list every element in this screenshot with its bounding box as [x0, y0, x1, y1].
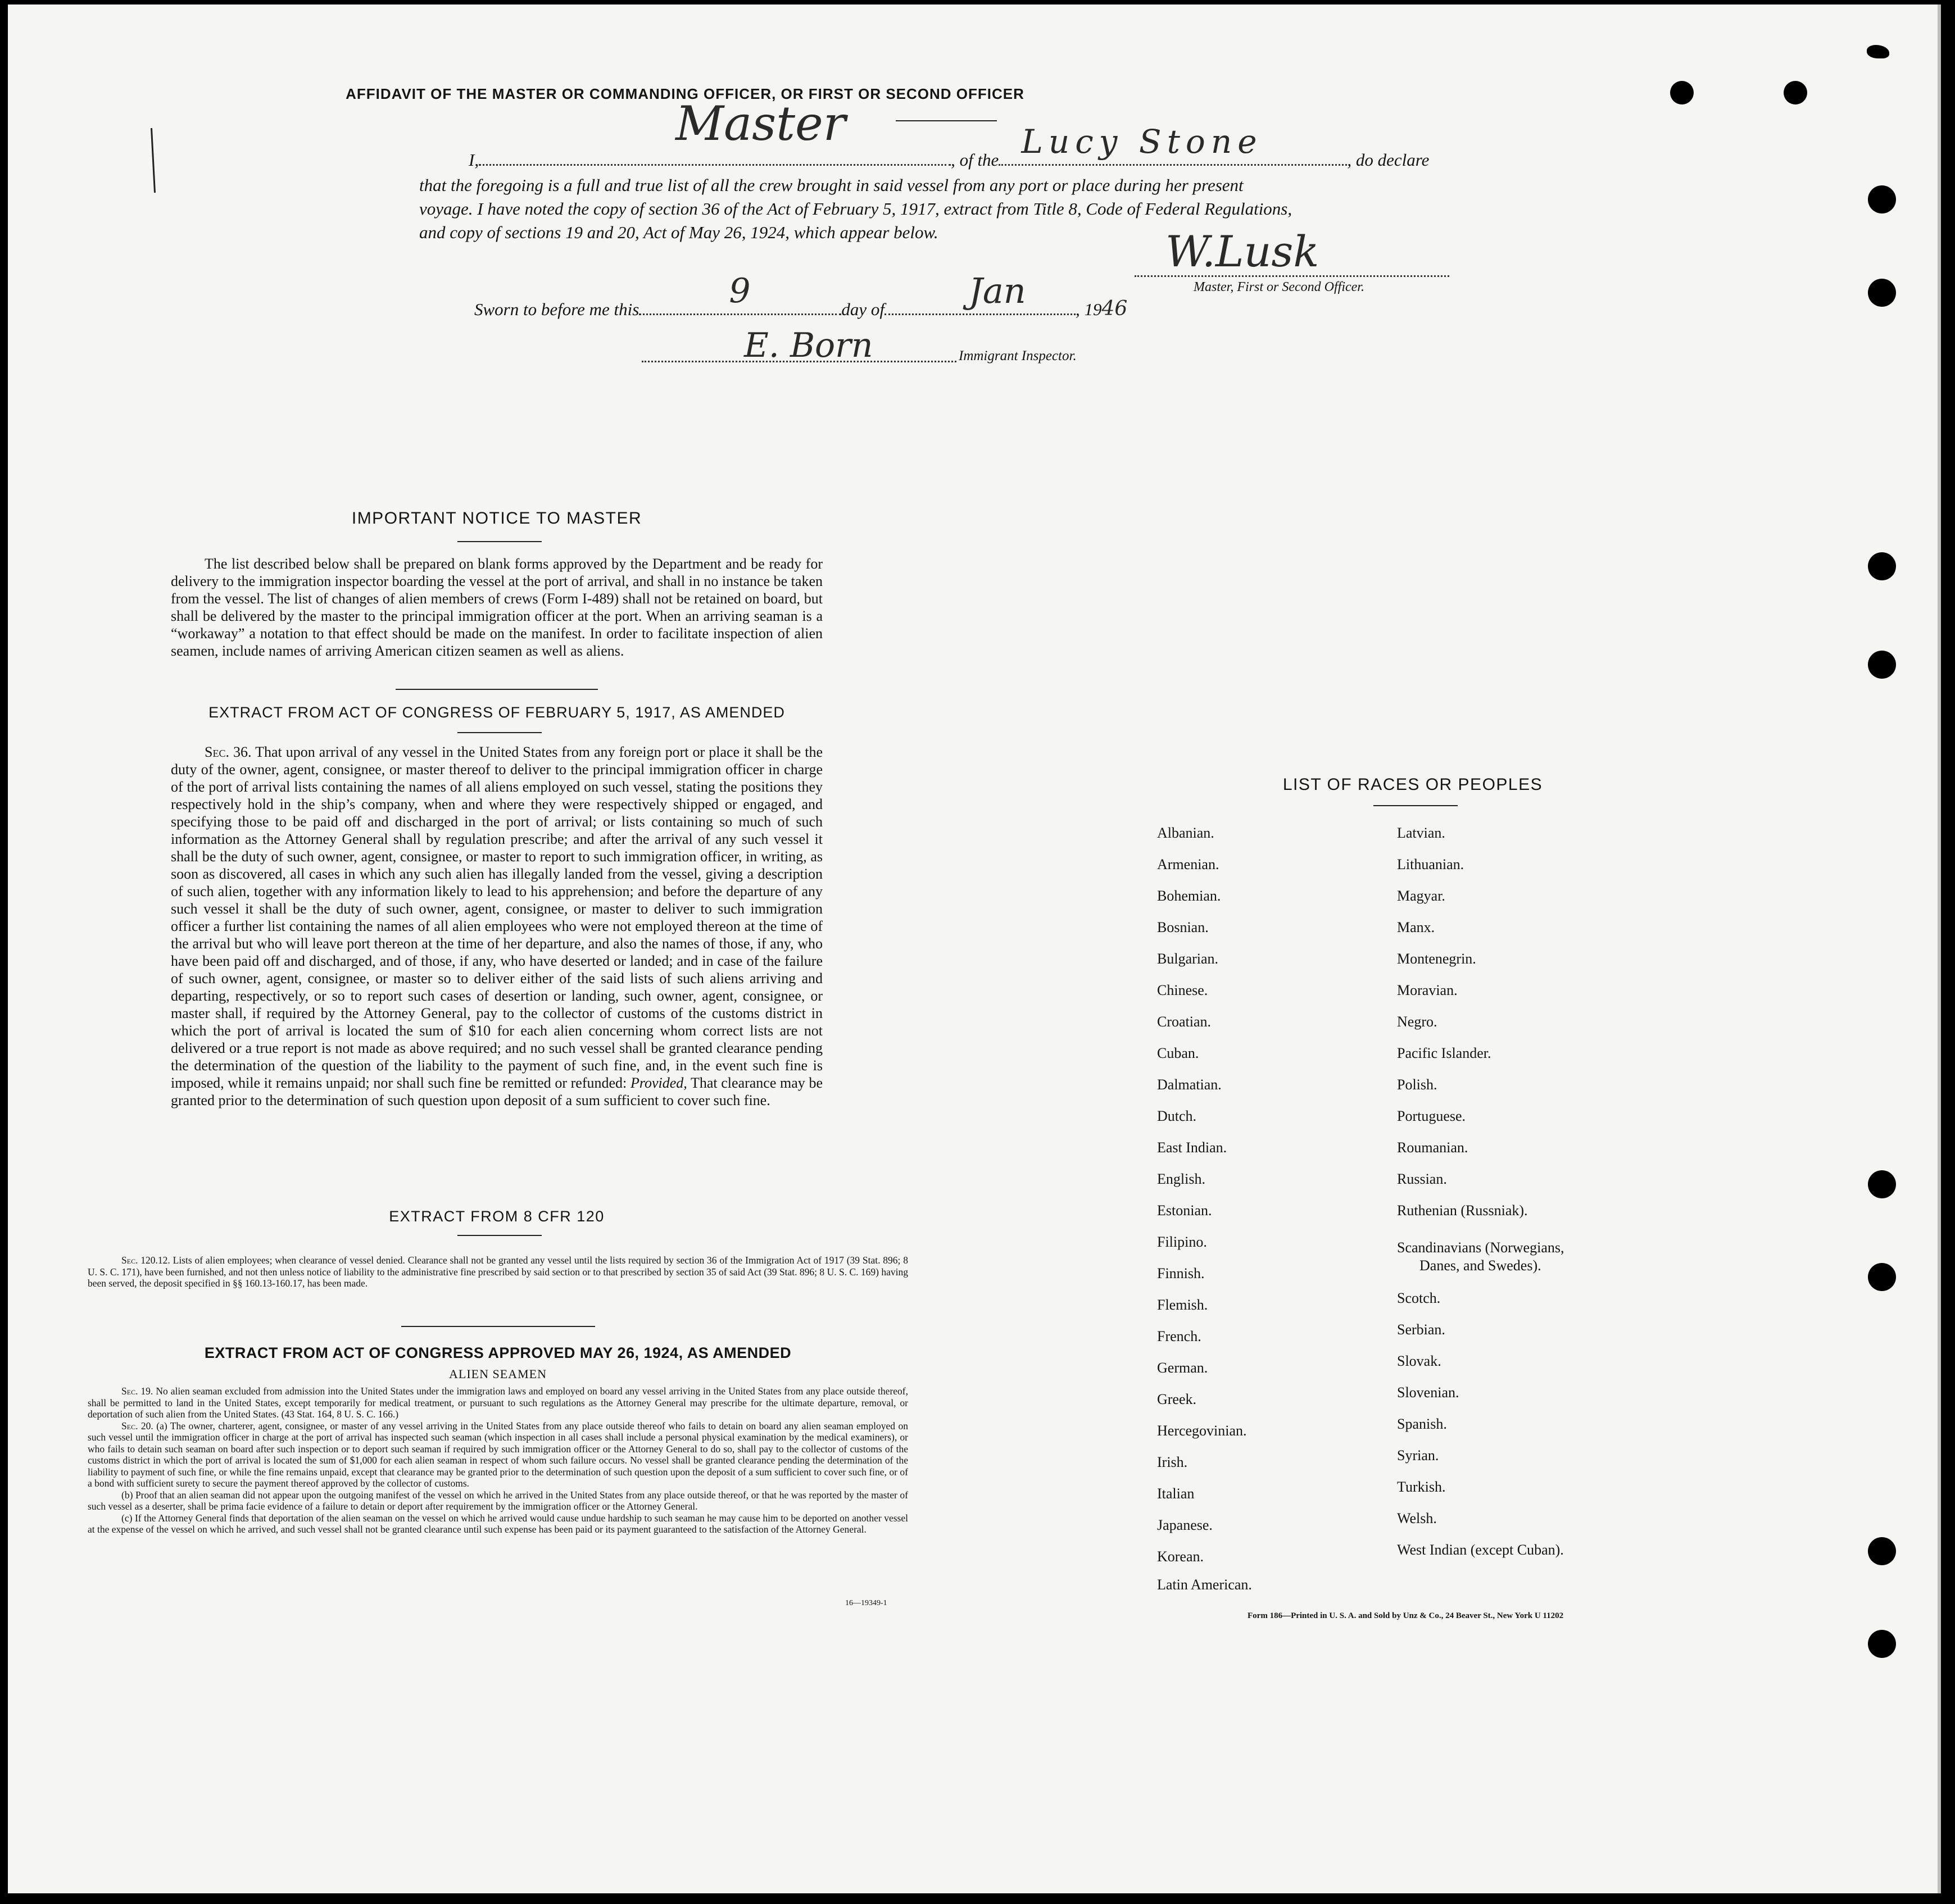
punch-hole: [1784, 81, 1807, 104]
sec-120-label: Sec. 120.12.: [121, 1255, 170, 1266]
races-heading: LIST OF RACES OR PEOPLES: [1282, 775, 1543, 794]
race-item: Scandinavians (Norwegians,: [1397, 1239, 1564, 1256]
race-item: Spanish.: [1397, 1416, 1447, 1432]
notice-heading: IMPORTANT NOTICE TO MASTER: [351, 509, 642, 528]
race-item: Chinese.: [1157, 982, 1208, 998]
sec-19-paragraph: [88, 1385, 908, 1420]
race-item: Irish.: [1157, 1454, 1188, 1470]
vessel-name-handwriting: Lucy Stone: [1021, 122, 1263, 161]
master-signature-line: [1135, 275, 1449, 277]
extract-1924-heading: EXTRACT FROM ACT OF CONGRESS APPROVED MAY 26, 1924, AS AMENDED: [204, 1344, 792, 1361]
divider-1: [396, 689, 598, 690]
race-item: Roumanian.: [1397, 1139, 1468, 1156]
race-item: German.: [1157, 1360, 1208, 1376]
sec-20-b: (b) Proof that an alien seaman did not appear upon the outgoing manifest of the vessel on which he arrived in the United States from any place outside thereof, or that he was reported by the master of such vessel as a deserter, shall be prima facie evidence of a failure to detain or deport after requirement by the immigration officer or the Attorney General.: [88, 1489, 908, 1512]
inspector-signature-line: [642, 361, 956, 362]
race-item: Korean.: [1157, 1548, 1204, 1565]
sec-20-label: Sec. 20.: [121, 1420, 153, 1432]
sworn-month-handwriting: Jan: [968, 270, 1026, 311]
race-item: Portuguese.: [1397, 1108, 1466, 1124]
race-item: Manx.: [1397, 919, 1435, 935]
sec-36-text-end: That clearance may be granted prior to the determination of such question upon deposit of a sum sufficient to cover such fine.: [171, 1075, 823, 1108]
extract-1917-body: [171, 743, 823, 1109]
affidavit-line-2: that the foregoing is a full and true list of all the crew brought in said vessel from any port or place during her present: [419, 175, 1244, 195]
races-column-1: [1157, 825, 1252, 1608]
sec-20-c: (c) If the Attorney General finds that deportation of the alien seaman on the vessel on which he arrived would cause undue hardship to such seaman he may cause him to be deported on another vessel at the expense of the vessel on which he arrived, and such vessel shall not be granted clearance until such expense has been paid or its payment guaranteed to the satisfaction of the Attorney General.: [88, 1512, 908, 1535]
sworn-prefix: Sworn to before me this: [474, 299, 639, 319]
race-item: Croatian.: [1157, 1014, 1212, 1030]
affidavit-line-4: and copy of sections 19 and 20, Act of May 26, 1924, which appear below.: [419, 222, 938, 242]
affidavit-heading-rule: [896, 120, 997, 121]
race-item: Hercegovinian.: [1157, 1423, 1247, 1439]
race-item: Bosnian.: [1157, 919, 1209, 935]
divider-2: [401, 1326, 595, 1327]
punch-hole: [1867, 45, 1889, 58]
sec-120-text: Lists of alien employees; when clearance of vessel denied. Clearance shall not be granted any vessel until the lists required by section 36 of the Immigration Act of 1917 (39 Stat. 896; 8 U. S. C. 171), have been furnished, and not then unless notice of liability to the administrative fine prescribed by said section or to that prescribed by section 35 of said Act (39 Stat. 896; 8 U. S. C. 169) having been served, the deposit specified in §§ 160.13-160.17, has been made.: [88, 1255, 908, 1289]
sec-36-text: That upon arrival of any vessel in the United States from any foreign port or place it shall be the duty of the owner, agent, consignee, or master thereof to deliver to the principal immigration officer in charge of the port of arrival lists containing the names of all aliens employed on such vessel, stating the positions they respectively hold in the ship’s company, when and where they were respectively shipped or engaged, and specifying those to be paid off and discharged in the port of arrival; or lists containing so much of such information as the Attorney General shall by regulation prescribe; and after the arrival of any such vessel it shall be the duty of such owner, agent, consignee, or master to report to such immigration officer, in writing, as soon as discovered, all cases in which any such alien has illegally landed from the vessel, giving a description of such alien, together with any information likely to lead to his apprehension; and before the departure of any such vessel it shall be the duty of such owner, agent, consignee, or master to deliver to such immigration officer a further list containing the names of all alien employees who were not employed thereon at the time of the arrival but who will leave port thereon at the time of her departure, and also the names of those, if any, who have been paid off and discharged, and of those, if any, who have deserted or landed; and in case of the failure of such owner, agent, consignee, or master so to deliver either of the said lists of such aliens arriving and departing, respectively, or so to report such cases of desertion or landing, such owner, agent, consignee, or master shall, if required by the Attorney General, pay to the collector of customs of the customs district in which the port of arrival is located the sum of $10 for each alien concerning whom correct lists are not delivered or a true report is not made as above required; and no such vessel shall be granted clearance pending the determination of the question of the liability to the payment of such fine, and, in the event such fine is imposed, while it remains unpaid; nor shall such fine be remitted or refunded:: [171, 744, 823, 1091]
punch-hole: [1868, 1263, 1896, 1291]
sec-36-label: Sec. 36.: [205, 744, 252, 760]
race-item: Latvian.: [1397, 825, 1445, 841]
form-code-left: 16—19349-1: [845, 1599, 887, 1607]
race-item: Greek.: [1157, 1391, 1197, 1407]
extract-1924-body: [88, 1385, 908, 1535]
races-column-2: [1397, 825, 1564, 1573]
printer-footer: Form 186—Printed in U. S. A. and Sold by Unz & Co., 24 Beaver St., New York U 11202: [1248, 1611, 1564, 1620]
race-item: Filipino.: [1157, 1234, 1207, 1250]
race-item: Albanian.: [1157, 825, 1214, 841]
document-page: [8, 4, 1941, 1893]
race-item: Slovak.: [1397, 1353, 1441, 1369]
affidavit-line-1: [469, 96, 1491, 172]
affidavit-heading: AFFIDAVIT OF THE MASTER OR COMMANDING OFFICER, OR FIRST OR SECOND OFFICER: [346, 85, 1024, 102]
master-signature-caption: Master, First or Second Officer.: [1194, 280, 1364, 294]
race-item: English.: [1157, 1171, 1205, 1187]
race-item: Estonian.: [1157, 1202, 1212, 1219]
race-item: Bohemian.: [1157, 888, 1221, 904]
race-item: Magyar.: [1397, 888, 1445, 904]
race-item: Moravian.: [1397, 982, 1458, 998]
punch-hole: [1868, 279, 1896, 307]
inspector-caption: Immigrant Inspector.: [959, 348, 1077, 363]
sworn-month-field: [884, 270, 1076, 315]
extract-1917-heading: EXTRACT FROM ACT OF CONGRESS OF FEBRUARY 5, 1917, AS AMENDED: [208, 704, 785, 721]
vessel-name-field: [999, 122, 1347, 166]
affidavit-line-3: voyage. I have noted the copy of section 36 of the Act of February 5, 1917, extract from Title 8, Code of Federal Regulations,: [419, 199, 1292, 219]
sec-20-text: (a) The owner, charterer, agent, consignee, or master of any vessel arriving in the United States from any place outside thereof who fails to detain on board any alien seaman employed on such vessel until the immigration officer in charge at the port of arrival has inspected such seaman (which inspection in all cases shall include a personal physical examination by the medical examiners), or who fails to detain such seaman on board after such inspection or to deport such seaman if required by such immigration officer or the Attorney General to do so, shall pay to the collector of customs of the customs district in which the port of arrival is located the sum of $1,000 for each alien seaman in respect of whom such failure occurs. No vessel shall be granted clearance pending the determination of the liability to payment of such fine, or while the fine remains unpaid, except that clearance may be granted prior to the determination of such question upon the deposit of a sum sufficient to cover such fine, or of a bond with sufficient surety to secure the payment thereof approved by the collector of customs.: [88, 1420, 908, 1489]
sworn-line: [474, 270, 1128, 322]
sworn-year-handwriting: 46: [1101, 297, 1128, 320]
race-item: Dutch.: [1157, 1108, 1197, 1124]
right-edge-shadow: [1938, 4, 1941, 1893]
punch-hole: [1868, 185, 1896, 213]
race-item: Armenian.: [1157, 856, 1219, 873]
race-item: Japanese.: [1157, 1517, 1213, 1533]
extract-1917-heading-rule: [457, 732, 542, 733]
race-item: Serbian.: [1397, 1321, 1445, 1338]
sec-36-provided: Provided,: [630, 1075, 687, 1091]
race-item: Danes, and Swedes).: [1419, 1257, 1541, 1274]
race-item: Flemish.: [1157, 1297, 1208, 1313]
race-item: Polish.: [1397, 1076, 1437, 1093]
race-item: Finnish.: [1157, 1265, 1205, 1282]
extract-cfr-heading: EXTRACT FROM 8 CFR 120: [389, 1208, 605, 1225]
race-item: Welsh.: [1397, 1510, 1437, 1526]
notice-heading-rule: [457, 541, 542, 542]
race-item: Turkish.: [1397, 1479, 1446, 1495]
affidavit-declare: , do declare: [1347, 150, 1430, 170]
punch-hole: [1868, 651, 1896, 679]
race-item: Cuban.: [1157, 1045, 1199, 1061]
master-signature: W.Lusk: [1165, 226, 1319, 276]
sworn-day-handwriting: 9: [729, 271, 751, 311]
extract-cfr-heading-rule: [457, 1235, 542, 1236]
punch-hole: [1868, 552, 1896, 580]
punch-hole: [1868, 1630, 1896, 1658]
inspector-signature: E. Born: [744, 326, 873, 365]
race-item: Montenegrin.: [1397, 951, 1476, 967]
sec-19-label: Sec. 19.: [121, 1385, 153, 1397]
punch-hole: [1868, 1170, 1896, 1198]
extract-1924-subheading: ALIEN SEAMEN: [449, 1367, 547, 1381]
race-item: Scotch.: [1397, 1290, 1441, 1306]
race-item: West Indian (except Cuban).: [1397, 1542, 1564, 1558]
master-name-handwriting: Master: [675, 96, 846, 151]
race-item: Syrian.: [1397, 1447, 1439, 1464]
sworn-year-prefix: , 19: [1075, 299, 1102, 319]
sec-20-paragraph: [88, 1420, 908, 1489]
affidavit-of-the: , of the: [951, 150, 999, 170]
race-item: Bulgarian.: [1157, 951, 1219, 967]
race-item: Ruthenian (Russniak).: [1397, 1202, 1528, 1219]
race-item: Dalmatian.: [1157, 1076, 1222, 1093]
race-item: Russian.: [1397, 1171, 1447, 1187]
extract-cfr-body: [88, 1255, 908, 1289]
race-item: French.: [1157, 1328, 1201, 1344]
affidavit-prefix: I,: [469, 150, 479, 170]
punch-hole: [1670, 81, 1694, 104]
race-item: Pacific Islander.: [1397, 1045, 1491, 1061]
race-item: Italian: [1157, 1485, 1195, 1502]
race-item: East Indian.: [1157, 1139, 1227, 1156]
race-item: Latin American.: [1157, 1576, 1252, 1593]
races-heading-rule: [1373, 805, 1458, 806]
sworn-day-field: [639, 271, 841, 315]
sworn-day-of: day of: [841, 299, 884, 319]
margin-pen-stroke: [151, 128, 156, 193]
punch-hole: [1868, 1537, 1896, 1565]
master-name-field: [479, 96, 951, 166]
race-item: Lithuanian.: [1397, 856, 1464, 873]
race-item: Slovenian.: [1397, 1384, 1459, 1401]
notice-body: The list described below shall be prepared on blank forms approved by the Department and be ready for delivery to the immigration inspector boarding the vessel at the port of arrival, and shall in no instance be taken from the vessel. The list of changes of alien members of crews (Form I-489) shall not be retained on board, but shall be delivered by the master to the principal immigration officer at the port. When an arriving seaman is a “workaway” a notation to that effect should be made on the manifest. In order to facilitate inspection of alien seamen, include names of arriving American citizen seamen as well as aliens.: [171, 556, 823, 659]
race-item: Negro.: [1397, 1014, 1437, 1030]
sec-19-text: No alien seaman excluded from admission into the United States under the immigration laws and employed on board any vessel arriving in the United States from any place outside thereof, shall be permitted to land in the United States, except temporarily for medical treatment, or pursuant to such regulations as the Attorney General may prescribe for the ultimate departure, removal, or deportation of such alien from the United States. (43 Stat. 164, 8 U. S. C. 166.): [88, 1385, 908, 1420]
